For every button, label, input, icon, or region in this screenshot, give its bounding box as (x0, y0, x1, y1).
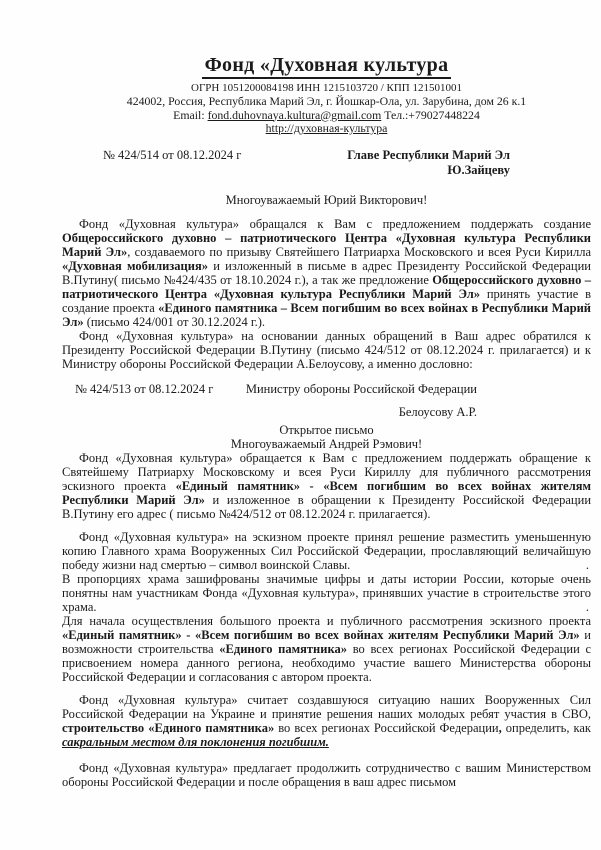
text-run: Фонд «Духовная культура» обращается к Вам с предложением поддержать обращение к Святейшему Патриарху Московскому и всея Руси Кириллу для публичного рассмотрения эскизного проекта (62, 450, 591, 493)
outgoing-number-date: № 424/514 от 08.12.2024 г (103, 147, 242, 162)
addressee-name: Ю.Зайцеву (447, 162, 510, 177)
text-run: «Единый памятник» - «Всем погибшим во всех войнах жителям Республики Марий Эл» (62, 478, 591, 507)
contact-line (62, 109, 591, 123)
text-run: Фонд «Духовная культура» на основании данных обращений в Ваш адрес обратился к Президенту Российской Федерации В.Путину (письмо 424/512 от 08.12.2024 г. прилагается) и к Министру обороны Российской Федерации А.Белоусову, а именно дословно: (62, 328, 591, 371)
text-run: (письмо 424/001 от 30.12.2024 г.). (83, 314, 266, 329)
paragraph-appeals-sent (62, 329, 591, 371)
paragraph-project-start (62, 614, 591, 684)
text-run: «Единый памятник» - «Всем погибшим во всех войнах жителям Республики Марий Эл» (62, 627, 580, 642)
text-run: , создаваемого по призыву Святейшего Патриарха Московского и всея Руси Кирилла (127, 244, 591, 259)
paragraph-temple-proportions (62, 572, 591, 614)
paragraph-svo-sacred-place (62, 693, 591, 749)
text-run: Общероссийского духовно – патриотического Центра «Духовная культура Республики Марий Эл» (62, 230, 591, 259)
website-link[interactable]: http://духовная-культура (265, 121, 388, 135)
paragraph-temple-copy (62, 530, 591, 572)
text-run: и изложенный в письме в адрес Президенту Российской Федерации В.Путину( письмо №424/435 от 18.10.2024 г.), а так же предложение (62, 258, 591, 287)
text-run: принять участие в создание проекта (62, 286, 591, 315)
phone-number: Тел.:+79027448224 (381, 107, 480, 122)
text-run: Фонд «Духовная культура» предлагает продолжить сотрудничество с вашим Министерством обороны Российской Федерации и после обращения в ваш адрес письмом (62, 760, 591, 789)
text-run: «Духовная мобилизация» (62, 258, 208, 273)
text-run: сакральным местом для поклонения погибшим. (62, 734, 329, 749)
quoted-reference-row (75, 382, 591, 396)
quoted-number-date: № 424/513 от 08.12.2024 г (75, 381, 214, 396)
text-run: «Единого памятника» (219, 641, 347, 656)
text-run: Общероссийского духовно – патриотического Центра «Духовная культура Республики Марий Эл» (62, 272, 592, 301)
text-run: и изложенное в обращении к Президенту Российской Федерации В.Путину его адрес ( письмо №424/512 от 08.12.2024 г. прилагается). (62, 492, 592, 521)
reference-row (103, 148, 591, 178)
text-run: определить, как (501, 720, 592, 735)
text-run: строительство «Единого памятника» (62, 720, 275, 735)
text-run: Для начала осуществления большого проекта и публичного рассмотрения эскизного проекта (62, 613, 591, 628)
quoted-addressee-name: Белоусову А.Р. (398, 404, 477, 419)
text-run: Фонд «Духовная культура» считает создавшуюся ситуацию наших Вооруженных Сил Российской Федерации на Украине и принятие решения наших молодых ребят участия в СВО, (62, 692, 591, 721)
text-run: во всех регионах Российской Федерации (274, 720, 499, 735)
text-run: В пропорциях храма зашифрованы значимые цифры и даты истории России, которые очень понятны нам участникам Фонда «Духовная культура», принявших участие в строительстве этого храма. (62, 571, 591, 614)
email-link[interactable]: fond.duhovnaya.kultura@gmail.com (207, 107, 382, 122)
org-title: Фонд «Духовная культура (202, 54, 452, 79)
email-label: Email: (173, 107, 208, 122)
text-run: Фонд «Духовная культура» обращался к Вам с предложением поддержать создание (79, 216, 591, 231)
letterhead (62, 54, 591, 136)
registration-numbers: ОГРН 1051200084198 ИНН 1215103720 / КПП 121501001 (191, 82, 462, 94)
quoted-addressee-title: Министру обороны Российской Федерации (245, 381, 477, 396)
text-run: и возможности строительства (62, 627, 591, 656)
text-run: во всех регионах Российской Федерации с присвоением номера данного региона, необходимо участие вашего Министерства обороны Российской Федерации и согласования с автором проекта. (62, 641, 592, 684)
open-letter-label: Открытое письмо (279, 422, 374, 437)
postal-address: 424002, Россия, Республика Марий Эл, г. Йошкар-Ола, ул. Зарубина, дом 26 к.1 (126, 94, 527, 108)
text-run: «Единого памятника – Всем погибшим во всех войнах в Республики Марий Эл» (62, 300, 591, 329)
paragraph-proposal-center (62, 217, 591, 329)
addressee-block (347, 148, 510, 178)
stray-period: . (585, 557, 589, 572)
stray-period: . (585, 599, 589, 614)
addressee-title: Главе Республики Марий Эл (347, 147, 510, 162)
salutation-minister: Многоуважаемый Андрей Рэмович! (230, 436, 423, 451)
salutation-governor: Многоуважаемый Юрий Викторович! (225, 192, 428, 207)
website-line (62, 122, 591, 136)
text-run: Фонд «Духовная культура» на эскизном проекте принял решение разместить уменьшенную копию Главного храма Вооруженных Сил Российской Федерации, прославляющий величайшую победу жизни над смертью – символ воинской Славы. (62, 529, 591, 572)
paragraph-cooperation (62, 761, 591, 789)
paragraph-patriarch-appeal (62, 451, 591, 521)
text-run: , (498, 720, 502, 735)
